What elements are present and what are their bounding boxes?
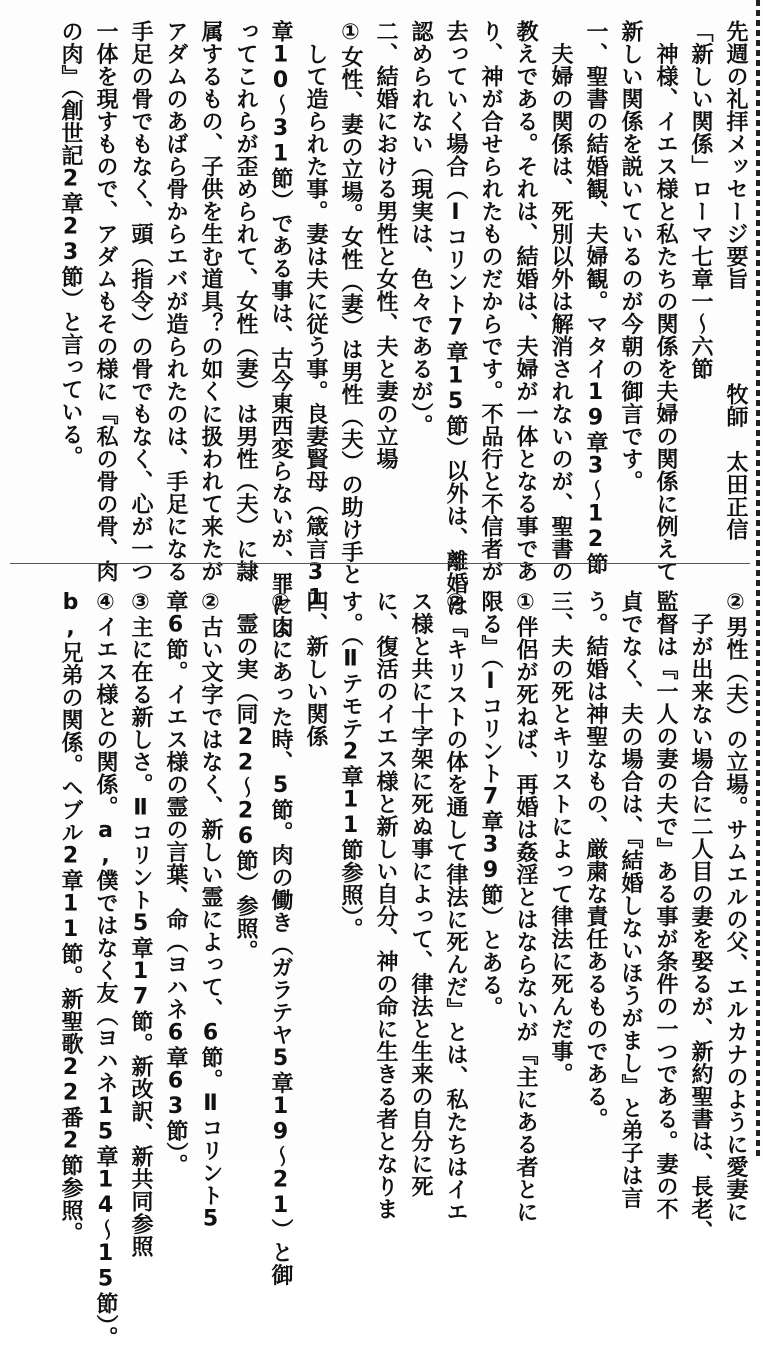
- text-column: 貞でなく、夫の場合は、『結婚しないほうがまし』と弟子は言: [618, 590, 643, 1209]
- text-column: 認められない（現実は、色々であるが）。: [408, 20, 433, 437]
- text-column: 霊の実（同22～26節）参照。: [233, 590, 258, 962]
- text-column: 夫婦の関係は、死別以外は解消されないのが、聖書の: [548, 20, 573, 583]
- text-column: 去っていく場合（Ⅰコリント7章15節）以外は、離婚は: [443, 20, 468, 617]
- passage-title: 「新しい関係」ローマ七章一～六節: [688, 20, 713, 380]
- document-heading: 先週の礼拝メッセージ要旨: [723, 20, 748, 290]
- text-column: ②男性（夫）の立場。サムエルの父、エルカナのように愛妻に: [723, 590, 748, 1223]
- page-edge-binding: [756, 0, 760, 1160]
- text-column: 限る』（Ⅰコリント7章39節）とある。: [478, 590, 503, 1019]
- text-column: ②『キリストの体を通して律法に死んだ』とは、私たちはイエ: [443, 590, 468, 1223]
- text-column: に、復活のイエス様と新しい自分、神の命に生きる者となりま: [373, 590, 398, 1220]
- text-column: 章6節。イエス様の霊の言葉、命（ヨハネ6章63節）。: [163, 590, 188, 1176]
- text-column: ってこれらが歪められて、女性（妻）は男性（夫）に隷: [233, 20, 258, 583]
- section-heading-1: 一、聖書の結婚観、夫婦観。マタイ19章3～12節: [583, 20, 608, 575]
- text-column: ①伴侶が死ねば、再婚は姦淫とはならないが『主にある者とに: [513, 590, 538, 1223]
- section-heading-2: 二、結婚における男性と女性、夫と妻の立場: [373, 20, 398, 470]
- text-column: 教えである。それは、結婚は、夫婦が一体となる事であ: [513, 20, 538, 583]
- text-column: b,兄弟の関係。ヘブル2章11節。新聖歌22番2節参照。: [58, 590, 83, 1244]
- text-column: ②古い文字ではなく、新しい霊によって、6節。Ⅱコリント5: [198, 590, 223, 1232]
- text-column: アダムのあばら骨からエバが造られたのは、手足になる: [163, 20, 188, 583]
- text-column: 新しい関係を説いているのが今朝の御言です。: [618, 20, 643, 493]
- text-column: ①肉にあった時、5節。肉の働き（ガラテヤ5章19～21）と御: [268, 590, 293, 1286]
- section-heading-3: 三、夫の死とキリストによって律法に死んだ事。: [548, 590, 573, 1085]
- upper-text-block: [8, 20, 753, 640]
- text-column: ①女性、妻の立場。女性（妻）は男性（夫）の助け手と: [338, 20, 363, 586]
- text-column: 神様、イエス様と私たちの関係を夫婦の関係に例えて: [653, 20, 678, 583]
- text-column: ③主に在る新しさ。Ⅱコリント5章17節。新改訳、新共同参照: [128, 590, 153, 1258]
- text-column: 属するもの、子供を生む道具？の如くに扱われて来たが: [198, 20, 223, 583]
- speaker-name: 牧師 太田正信: [723, 382, 748, 540]
- text-column: す。（Ⅱテモテ2章11節参照）。: [338, 590, 363, 940]
- text-column: 手足の骨でもなく、頭（指令）の骨でもなく、心が一つ: [128, 20, 153, 583]
- text-column: う。結婚は神聖なもの、厳粛な責任あるものである。: [583, 590, 608, 1130]
- lower-text-block: [8, 590, 753, 1349]
- section-divider: [10, 563, 750, 564]
- text-column: ス様と共に十字架に死ぬ事によって、律法と生来の自分に死: [408, 590, 433, 1198]
- text-column: り、神が合せられたものだからです。不品行と不信者が: [478, 20, 503, 583]
- text-column: 監督は『一人の妻の夫で』ある事が条件の一つである。妻の不: [653, 590, 678, 1220]
- text-column: ④イエス様との関係。a,僕ではなく友（ヨハネ15章14～15節）。: [93, 590, 118, 1349]
- text-column: 子が出来ない場合に二人目の妻を娶るが、新約聖書は、長老、: [688, 590, 713, 1243]
- text-column: 章10～31節）である事は、古今東西変らないが、罪によ: [268, 20, 293, 640]
- heading-column: [718, 20, 753, 540]
- text-column: 一体を現すもので、アダムもその様に『私の骨の骨、肉: [93, 20, 118, 583]
- text-column: の肉』（創世記2章23節）と言っている。: [58, 20, 83, 468]
- text-column: して造られた事。妻は夫に従う事。良妻賢母（箴言31: [303, 20, 328, 611]
- section-heading-4: 四、新しい関係: [303, 590, 328, 748]
